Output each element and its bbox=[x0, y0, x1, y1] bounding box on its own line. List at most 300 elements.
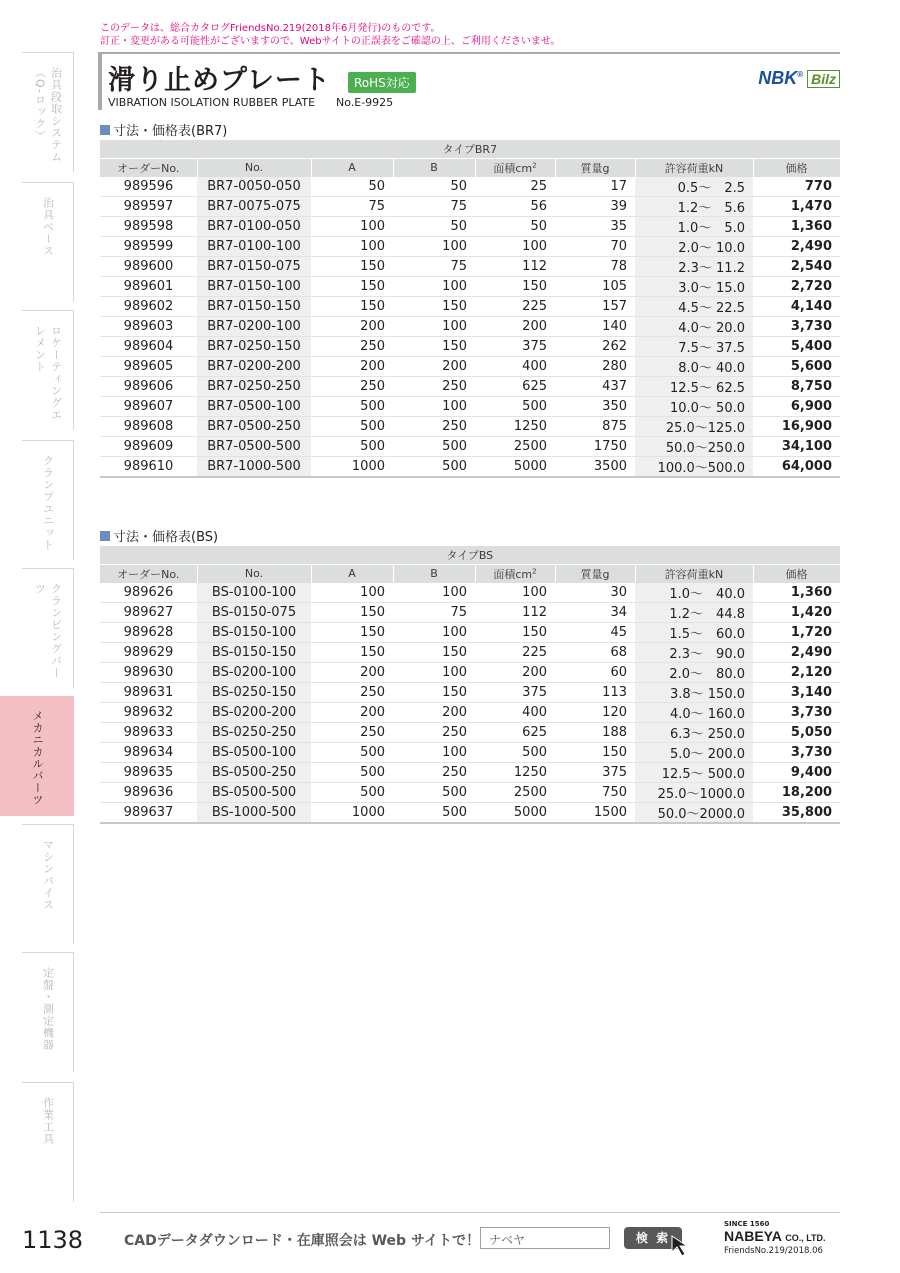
dimension-a-cell: 100 bbox=[311, 237, 393, 257]
catalog-edition: FriendsNo.219/2018.06 bbox=[724, 1246, 823, 1256]
dimension-a-cell: 200 bbox=[311, 357, 393, 377]
side-tab[interactable] bbox=[0, 696, 74, 816]
allowable-load-cell: 1.2～ 5.6 bbox=[635, 197, 753, 217]
cad-download-text: CADデータダウンロード・在庫照会は Web サイトで！ bbox=[124, 1233, 480, 1249]
allowable-load-cell: 0.5～ 2.5 bbox=[635, 177, 753, 197]
order-number-cell[interactable]: 989601 bbox=[100, 277, 197, 297]
dimension-a-cell: 200 bbox=[311, 317, 393, 337]
price-cell: 16,900 bbox=[753, 417, 840, 437]
dimension-b-cell: 150 bbox=[393, 643, 475, 663]
area-cell: 112 bbox=[475, 257, 555, 277]
mass-cell: 1500 bbox=[555, 803, 635, 824]
column-header: 許容荷重kN bbox=[635, 158, 753, 177]
area-cell: 225 bbox=[475, 643, 555, 663]
bilz-logo: Bilz bbox=[807, 70, 840, 88]
order-number-cell[interactable]: 989600 bbox=[100, 257, 197, 277]
model-number-cell: BS-0250-150 bbox=[197, 683, 311, 703]
dimension-a-cell: 150 bbox=[311, 297, 393, 317]
dimension-a-cell: 150 bbox=[311, 257, 393, 277]
dimension-b-cell: 100 bbox=[393, 277, 475, 297]
price-cell: 1,360 bbox=[753, 583, 840, 603]
allowable-load-cell: 50.0～250.0 bbox=[635, 437, 753, 457]
dimension-b-cell: 250 bbox=[393, 377, 475, 397]
dimension-b-cell: 100 bbox=[393, 583, 475, 603]
table-row bbox=[100, 783, 840, 803]
dimension-b-cell: 100 bbox=[393, 743, 475, 763]
price-cell: 2,120 bbox=[753, 663, 840, 683]
dimension-b-cell: 200 bbox=[393, 703, 475, 723]
dimension-b-cell: 500 bbox=[393, 783, 475, 803]
column-header: A bbox=[311, 158, 393, 177]
search-input[interactable]: ナベヤ bbox=[480, 1227, 610, 1249]
table-row bbox=[100, 643, 840, 663]
table-row bbox=[100, 437, 840, 457]
section-heading-br7: 寸法・価格表(BR7) bbox=[100, 120, 227, 139]
column-header: 価格 bbox=[753, 158, 840, 177]
mass-cell: 45 bbox=[555, 623, 635, 643]
mass-cell: 39 bbox=[555, 197, 635, 217]
type-label: タイプBR7 bbox=[100, 140, 840, 158]
order-number-cell[interactable]: 989598 bbox=[100, 217, 197, 237]
column-header: No. bbox=[197, 158, 311, 177]
dimension-b-cell: 75 bbox=[393, 197, 475, 217]
area-cell: 5000 bbox=[475, 803, 555, 824]
column-header: オーダーNo. bbox=[100, 158, 197, 177]
title-accent-bar bbox=[98, 52, 102, 110]
allowable-load-cell: 2.0～ 80.0 bbox=[635, 663, 753, 683]
allowable-load-cell: 7.5～ 37.5 bbox=[635, 337, 753, 357]
table-row bbox=[100, 377, 840, 397]
dimension-a-cell: 250 bbox=[311, 337, 393, 357]
dimension-a-cell: 500 bbox=[311, 743, 393, 763]
area-cell: 225 bbox=[475, 297, 555, 317]
order-number-cell[interactable]: 989610 bbox=[100, 457, 197, 478]
price-cell: 2,540 bbox=[753, 257, 840, 277]
area-cell: 150 bbox=[475, 623, 555, 643]
side-tab[interactable] bbox=[22, 568, 74, 688]
page-number: 1138 bbox=[22, 1226, 84, 1254]
dimension-a-cell: 200 bbox=[311, 703, 393, 723]
order-number-cell[interactable]: 989599 bbox=[100, 237, 197, 257]
model-number-cell: BR7-0200-100 bbox=[197, 317, 311, 337]
dimension-b-cell: 250 bbox=[393, 417, 475, 437]
allowable-load-cell: 3.8～ 150.0 bbox=[635, 683, 753, 703]
side-tab-label: 治具ベース bbox=[41, 197, 55, 257]
square-bullet-icon bbox=[100, 531, 110, 541]
column-header: オーダーNo. bbox=[100, 564, 197, 583]
model-number-cell: BR7-0250-250 bbox=[197, 377, 311, 397]
model-number-cell: BR7-0075-075 bbox=[197, 197, 311, 217]
column-header: 質量g bbox=[555, 158, 635, 177]
catalog-notice bbox=[100, 22, 561, 48]
column-header: 面積$cm^2$ bbox=[475, 564, 555, 583]
table-row bbox=[100, 663, 840, 683]
area-cell: 150 bbox=[475, 277, 555, 297]
price-cell: 18,200 bbox=[753, 783, 840, 803]
area-cell: 100 bbox=[475, 583, 555, 603]
dimension-a-cell: 500 bbox=[311, 783, 393, 803]
area-cell: 25 bbox=[475, 177, 555, 197]
table-row bbox=[100, 763, 840, 783]
order-number-cell[interactable]: 989607 bbox=[100, 397, 197, 417]
column-header: B bbox=[393, 158, 475, 177]
area-cell: 500 bbox=[475, 397, 555, 417]
table-row bbox=[100, 217, 840, 237]
footer-divider bbox=[100, 1212, 840, 1213]
side-tab[interactable] bbox=[22, 182, 74, 302]
notice-line-2: 訂正・変更がある可能性がございますので、Webサイトの正誤表をご確認の上、ご利用くださいませ。 bbox=[100, 36, 561, 47]
dimension-b-cell: 100 bbox=[393, 663, 475, 683]
dimension-b-cell: 250 bbox=[393, 723, 475, 743]
section-heading-bs: 寸法・価格表(BS) bbox=[100, 526, 218, 545]
column-header-row bbox=[100, 158, 840, 177]
price-cell: 3,140 bbox=[753, 683, 840, 703]
allowable-load-cell: 25.0～1000.0 bbox=[635, 783, 753, 803]
side-tab-label: クランプユニット bbox=[41, 455, 55, 551]
order-number-cell[interactable]: 989628 bbox=[100, 623, 197, 643]
model-number-cell: BS-0500-100 bbox=[197, 743, 311, 763]
order-number-cell[interactable]: 989603 bbox=[100, 317, 197, 337]
table-row bbox=[100, 297, 840, 317]
title-block bbox=[98, 52, 840, 110]
area-cell: 375 bbox=[475, 683, 555, 703]
model-number-cell: BR7-1000-500 bbox=[197, 457, 311, 478]
price-cell: 1,470 bbox=[753, 197, 840, 217]
table-row bbox=[100, 603, 840, 623]
order-number-cell[interactable]: 989605 bbox=[100, 357, 197, 377]
table-row bbox=[100, 803, 840, 824]
dimension-b-cell: 250 bbox=[393, 763, 475, 783]
mass-cell: 280 bbox=[555, 357, 635, 377]
mass-cell: 140 bbox=[555, 317, 635, 337]
mass-cell: 34 bbox=[555, 603, 635, 623]
dimension-b-cell: 75 bbox=[393, 257, 475, 277]
model-number-cell: BS-0150-075 bbox=[197, 603, 311, 623]
allowable-load-cell: 2.3～ 11.2 bbox=[635, 257, 753, 277]
area-cell: 1250 bbox=[475, 417, 555, 437]
model-number-cell: BS-0150-100 bbox=[197, 623, 311, 643]
area-cell: 200 bbox=[475, 317, 555, 337]
table-row bbox=[100, 357, 840, 377]
model-number-cell: BR7-0100-100 bbox=[197, 237, 311, 257]
table-row bbox=[100, 237, 840, 257]
order-number-cell[interactable]: 989630 bbox=[100, 663, 197, 683]
table-row bbox=[100, 317, 840, 337]
side-tab[interactable] bbox=[22, 310, 74, 430]
order-number-cell[interactable]: 989602 bbox=[100, 297, 197, 317]
area-cell: 375 bbox=[475, 337, 555, 357]
order-number-cell[interactable]: 989596 bbox=[100, 177, 197, 197]
side-tab-label: メカニカルパーツ bbox=[31, 710, 44, 806]
table-row bbox=[100, 177, 840, 197]
model-number-cell: BS-0200-100 bbox=[197, 663, 311, 683]
allowable-load-cell: 4.5～ 22.5 bbox=[635, 297, 753, 317]
title-rule bbox=[102, 52, 840, 54]
side-tab-label: クランピングパーツ bbox=[33, 583, 63, 679]
allowable-load-cell: 1.2～ 44.8 bbox=[635, 603, 753, 623]
dimension-b-cell: 150 bbox=[393, 337, 475, 357]
mass-cell: 157 bbox=[555, 297, 635, 317]
mass-cell: 78 bbox=[555, 257, 635, 277]
mass-cell: 188 bbox=[555, 723, 635, 743]
price-cell: 4,140 bbox=[753, 297, 840, 317]
allowable-load-cell: 12.5～ 500.0 bbox=[635, 763, 753, 783]
area-cell: 50 bbox=[475, 217, 555, 237]
model-number-cell: BS-0200-200 bbox=[197, 703, 311, 723]
mass-cell: 350 bbox=[555, 397, 635, 417]
notice-line-1: このデータは、総合カタログFriendsNo.219(2018年6月発行)のものです。 bbox=[100, 23, 441, 34]
order-number-cell[interactable]: 989629 bbox=[100, 643, 197, 663]
dimension-a-cell: 500 bbox=[311, 417, 393, 437]
price-cell: 34,100 bbox=[753, 437, 840, 457]
price-cell: 1,420 bbox=[753, 603, 840, 623]
column-header: B bbox=[393, 564, 475, 583]
side-tab-label: 治具段取システム（Q-ロック） bbox=[33, 67, 63, 163]
price-cell: 5,600 bbox=[753, 357, 840, 377]
mass-cell: 120 bbox=[555, 703, 635, 723]
model-number-cell: BR7-0150-150 bbox=[197, 297, 311, 317]
mass-cell: 105 bbox=[555, 277, 635, 297]
price-table-bs bbox=[100, 546, 841, 824]
search-button[interactable]: 検 索 bbox=[624, 1227, 682, 1249]
order-number-cell[interactable]: 989633 bbox=[100, 723, 197, 743]
table-row bbox=[100, 703, 840, 723]
table-row bbox=[100, 257, 840, 277]
price-cell: 8,750 bbox=[753, 377, 840, 397]
area-cell: 100 bbox=[475, 237, 555, 257]
area-cell: 400 bbox=[475, 357, 555, 377]
dimension-a-cell: 500 bbox=[311, 763, 393, 783]
model-number-cell: BR7-0150-100 bbox=[197, 277, 311, 297]
side-tab[interactable] bbox=[22, 440, 74, 560]
price-cell: 6,900 bbox=[753, 397, 840, 417]
model-number-cell: BS-1000-500 bbox=[197, 803, 311, 824]
area-cell: 200 bbox=[475, 663, 555, 683]
type-label: タイプBS bbox=[100, 546, 840, 564]
mass-cell: 150 bbox=[555, 743, 635, 763]
price-cell: 3,730 bbox=[753, 743, 840, 763]
price-cell: 770 bbox=[753, 177, 840, 197]
side-tab-label: マシンバイス bbox=[41, 839, 55, 911]
side-tab[interactable] bbox=[22, 52, 74, 172]
side-tab[interactable] bbox=[22, 1082, 74, 1202]
column-header: 許容荷重kN bbox=[635, 564, 753, 583]
dimension-b-cell: 75 bbox=[393, 603, 475, 623]
model-number-cell: BR7-0500-500 bbox=[197, 437, 311, 457]
table-row bbox=[100, 397, 840, 417]
column-header: 質量g bbox=[555, 564, 635, 583]
table-row bbox=[100, 457, 840, 478]
order-number-cell[interactable]: 989604 bbox=[100, 337, 197, 357]
dimension-a-cell: 50 bbox=[311, 177, 393, 197]
column-header: 価格 bbox=[753, 564, 840, 583]
table-row bbox=[100, 337, 840, 357]
table-row bbox=[100, 723, 840, 743]
area-cell: 500 bbox=[475, 743, 555, 763]
order-number-cell[interactable]: 989609 bbox=[100, 437, 197, 457]
allowable-load-cell: 10.0～ 50.0 bbox=[635, 397, 753, 417]
mass-cell: 70 bbox=[555, 237, 635, 257]
allowable-load-cell: 50.0～2000.0 bbox=[635, 803, 753, 824]
dimension-b-cell: 500 bbox=[393, 437, 475, 457]
model-number-cell: BR7-0250-150 bbox=[197, 337, 311, 357]
dimension-a-cell: 200 bbox=[311, 663, 393, 683]
side-tab-label: ロケーティングエレメント bbox=[33, 325, 63, 421]
dimension-b-cell: 100 bbox=[393, 623, 475, 643]
order-number-cell[interactable]: 989597 bbox=[100, 197, 197, 217]
price-cell: 2,490 bbox=[753, 237, 840, 257]
dimension-a-cell: 250 bbox=[311, 377, 393, 397]
allowable-load-cell: 4.0～ 20.0 bbox=[635, 317, 753, 337]
model-number-cell: BS-0100-100 bbox=[197, 583, 311, 603]
table-row bbox=[100, 277, 840, 297]
order-number-cell[interactable]: 989606 bbox=[100, 377, 197, 397]
model-number-cell: BR7-0050-050 bbox=[197, 177, 311, 197]
allowable-load-cell: 1.5～ 60.0 bbox=[635, 623, 753, 643]
area-cell: 2500 bbox=[475, 783, 555, 803]
rohs-badge: RoHS対応 bbox=[348, 72, 416, 93]
mass-cell: 35 bbox=[555, 217, 635, 237]
order-number-cell[interactable]: 989636 bbox=[100, 783, 197, 803]
dimension-b-cell: 100 bbox=[393, 397, 475, 417]
mass-cell: 30 bbox=[555, 583, 635, 603]
dimension-b-cell: 500 bbox=[393, 457, 475, 478]
area-cell: 625 bbox=[475, 377, 555, 397]
mass-cell: 3500 bbox=[555, 457, 635, 478]
area-cell: 112 bbox=[475, 603, 555, 623]
model-number-cell: BS-0250-250 bbox=[197, 723, 311, 743]
price-cell: 2,490 bbox=[753, 643, 840, 663]
cursor-arrow-icon bbox=[670, 1234, 700, 1258]
order-number-cell[interactable]: 989608 bbox=[100, 417, 197, 437]
model-number-cell: BS-0500-250 bbox=[197, 763, 311, 783]
allowable-load-cell: 2.3～ 90.0 bbox=[635, 643, 753, 663]
nbk-logo: NBK® bbox=[758, 68, 804, 88]
dimension-a-cell: 150 bbox=[311, 277, 393, 297]
area-cell: 625 bbox=[475, 723, 555, 743]
price-cell: 64,000 bbox=[753, 457, 840, 478]
model-number-cell: BR7-0100-050 bbox=[197, 217, 311, 237]
dimension-a-cell: 100 bbox=[311, 217, 393, 237]
dimension-a-cell: 75 bbox=[311, 197, 393, 217]
mass-cell: 437 bbox=[555, 377, 635, 397]
dimension-a-cell: 500 bbox=[311, 397, 393, 417]
brand-logo bbox=[758, 68, 840, 89]
allowable-load-cell: 100.0～500.0 bbox=[635, 457, 753, 478]
dimension-b-cell: 100 bbox=[393, 317, 475, 337]
dimension-a-cell: 500 bbox=[311, 437, 393, 457]
mass-cell: 1750 bbox=[555, 437, 635, 457]
area-cell: 2500 bbox=[475, 437, 555, 457]
order-number-cell[interactable]: 989635 bbox=[100, 763, 197, 783]
table-row bbox=[100, 197, 840, 217]
allowable-load-cell: 2.0～ 10.0 bbox=[635, 237, 753, 257]
page-title: 滑り止めプレート bbox=[108, 65, 331, 96]
area-cell: 56 bbox=[475, 197, 555, 217]
dimension-b-cell: 150 bbox=[393, 297, 475, 317]
mass-cell: 375 bbox=[555, 763, 635, 783]
allowable-load-cell: 1.0～ 5.0 bbox=[635, 217, 753, 237]
company-info bbox=[724, 1220, 844, 1256]
mass-cell: 262 bbox=[555, 337, 635, 357]
dimension-b-cell: 50 bbox=[393, 177, 475, 197]
dimension-a-cell: 150 bbox=[311, 603, 393, 623]
model-number-cell: BS-0500-500 bbox=[197, 783, 311, 803]
dimension-b-cell: 100 bbox=[393, 237, 475, 257]
dimension-b-cell: 150 bbox=[393, 683, 475, 703]
order-number-cell[interactable]: 989627 bbox=[100, 603, 197, 623]
side-tab[interactable] bbox=[22, 824, 74, 944]
price-cell: 3,730 bbox=[753, 703, 840, 723]
order-number-cell[interactable]: 989632 bbox=[100, 703, 197, 723]
company-name: NABEYA CO., LTD. bbox=[724, 1228, 826, 1244]
side-tab-label: 定盤・測定機器 bbox=[41, 967, 55, 1051]
area-cell: 1250 bbox=[475, 763, 555, 783]
column-header: 面積$cm^2$ bbox=[475, 158, 555, 177]
mass-cell: 60 bbox=[555, 663, 635, 683]
mass-cell: 68 bbox=[555, 643, 635, 663]
dimension-b-cell: 50 bbox=[393, 217, 475, 237]
company-since: SINCE 1560 bbox=[724, 1220, 770, 1228]
dimension-a-cell: 150 bbox=[311, 623, 393, 643]
table-row bbox=[100, 417, 840, 437]
table-row bbox=[100, 683, 840, 703]
allowable-load-cell: 1.0～ 40.0 bbox=[635, 583, 753, 603]
mass-cell: 875 bbox=[555, 417, 635, 437]
price-cell: 2,720 bbox=[753, 277, 840, 297]
column-header-row bbox=[100, 564, 840, 583]
column-header: A bbox=[311, 564, 393, 583]
product-number: No.E-9925 bbox=[336, 96, 394, 109]
model-number-cell: BR7-0500-250 bbox=[197, 417, 311, 437]
column-header: No. bbox=[197, 564, 311, 583]
side-tab[interactable] bbox=[22, 952, 74, 1072]
model-number-cell: BR7-0200-200 bbox=[197, 357, 311, 377]
price-cell: 5,400 bbox=[753, 337, 840, 357]
dimension-a-cell: 1000 bbox=[311, 803, 393, 824]
dimension-a-cell: 150 bbox=[311, 643, 393, 663]
price-table-br7 bbox=[100, 140, 841, 478]
price-cell: 1,360 bbox=[753, 217, 840, 237]
allowable-load-cell: 3.0～ 15.0 bbox=[635, 277, 753, 297]
side-tab-label: 作業工具 bbox=[41, 1097, 55, 1145]
dimension-b-cell: 500 bbox=[393, 803, 475, 824]
order-number-cell[interactable]: 989626 bbox=[100, 583, 197, 603]
order-number-cell[interactable]: 989631 bbox=[100, 683, 197, 703]
table-row bbox=[100, 583, 840, 603]
allowable-load-cell: 4.0～ 160.0 bbox=[635, 703, 753, 723]
table-row bbox=[100, 623, 840, 643]
model-number-cell: BR7-0150-075 bbox=[197, 257, 311, 277]
dimension-a-cell: 1000 bbox=[311, 457, 393, 478]
allowable-load-cell: 12.5～ 62.5 bbox=[635, 377, 753, 397]
price-cell: 3,730 bbox=[753, 317, 840, 337]
price-cell: 9,400 bbox=[753, 763, 840, 783]
dimension-a-cell: 250 bbox=[311, 723, 393, 743]
order-number-cell[interactable]: 989637 bbox=[100, 803, 197, 824]
order-number-cell[interactable]: 989634 bbox=[100, 743, 197, 763]
table-row bbox=[100, 743, 840, 763]
dimension-a-cell: 100 bbox=[311, 583, 393, 603]
mass-cell: 113 bbox=[555, 683, 635, 703]
page-subtitle: VIBRATION ISOLATION RUBBER PLATE bbox=[108, 96, 316, 109]
allowable-load-cell: 6.3～ 250.0 bbox=[635, 723, 753, 743]
price-cell: 35,800 bbox=[753, 803, 840, 824]
area-cell: 400 bbox=[475, 703, 555, 723]
area-cell: 5000 bbox=[475, 457, 555, 478]
dimension-b-cell: 200 bbox=[393, 357, 475, 377]
dimension-a-cell: 250 bbox=[311, 683, 393, 703]
